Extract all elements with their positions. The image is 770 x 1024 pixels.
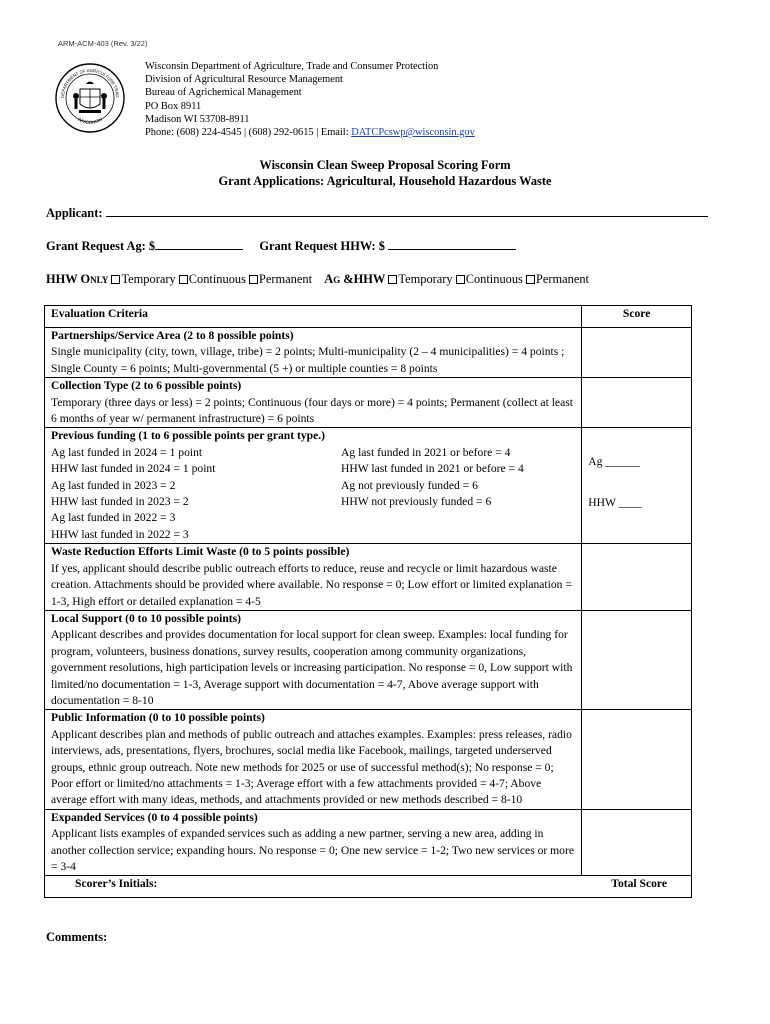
evaluation-table xyxy=(44,305,692,898)
state-seal-icon xyxy=(54,62,126,134)
form-title: Wisconsin Clean Sweep Proposal Scoring Form xyxy=(259,158,511,172)
criteria-cell xyxy=(45,378,582,428)
grant-ag-label: Grant Request Ag: $ xyxy=(46,239,156,253)
option-label: Temporary xyxy=(398,272,453,286)
funding-row xyxy=(51,445,575,461)
svg-text:DEPARTMENT OF AGRICULTURE TRAD xyxy=(54,62,120,98)
funding-right: Ag not previously funded = 6 xyxy=(341,478,478,492)
section-text: Applicant describes and provides documentation for local support for clean sweep. Examples: local funding for program, volunteers, business donations, survey results, cooperation among community organizations, government resolutions, high participation levels or increasing participation. No response = 0, Low support with limited/no documentation = 1-3, Average support with documentation = 4-7, Above average support with documentation = 8-10 xyxy=(51,628,573,707)
option-label: Permanent xyxy=(259,272,313,286)
criteria-cell xyxy=(45,710,582,809)
funding-row xyxy=(51,510,575,526)
score-field[interactable] xyxy=(582,809,692,876)
funding-left: HHW last funded in 2023 = 2 xyxy=(51,495,189,509)
option-label: Temporary xyxy=(121,272,176,286)
score-field[interactable] xyxy=(582,328,692,378)
checkbox-icon xyxy=(249,275,258,284)
agency-line: Madison WI 53708-8911 xyxy=(145,113,250,125)
funding-right: Ag last funded in 2021 or before = 4 xyxy=(341,445,511,459)
score-field[interactable] xyxy=(582,544,692,611)
ag-hhw-continuous-option[interactable] xyxy=(456,272,523,286)
section-title: Collection Type (2 to 6 possible points) xyxy=(51,379,242,393)
hhw-only-label: HHW Only xyxy=(46,272,109,286)
hhw-temporary-option[interactable] xyxy=(111,272,175,286)
section-title: Partnerships/Service Area (2 to 8 possible points) xyxy=(51,329,294,342)
scorer-initials-label: Scorer’s Initials: xyxy=(75,877,158,891)
email-link[interactable]: DATCPcswp@wisconsin.gov xyxy=(351,127,475,139)
criteria-cell xyxy=(45,328,582,378)
collection-type-row xyxy=(46,272,589,287)
comments-label: Comments: xyxy=(46,930,108,944)
agency-line: Bureau of Agrichemical Management xyxy=(145,87,302,99)
hhw-permanent-option[interactable] xyxy=(249,272,312,286)
table-row xyxy=(45,610,692,709)
ag-hhw-temporary-option[interactable] xyxy=(388,272,452,286)
section-title: Waste Reduction Efforts Limit Waste (0 to 5 points possible) xyxy=(51,545,350,559)
table-row xyxy=(45,328,692,378)
grant-ag-field[interactable] xyxy=(155,239,243,250)
criteria-cell xyxy=(45,610,582,709)
section-title: Public Information (0 to 10 possible points) xyxy=(51,711,265,725)
checkbox-icon xyxy=(526,275,535,284)
form-titles xyxy=(0,157,770,189)
table-row xyxy=(45,428,692,544)
funding-right: HHW last funded in 2021 or before = 4 xyxy=(341,462,524,476)
grant-hhw-label: Grant Request HHW: $ xyxy=(259,239,385,253)
score-field[interactable] xyxy=(582,378,692,428)
table-row xyxy=(45,544,692,611)
funding-left: HHW last funded in 2022 = 3 xyxy=(51,527,189,541)
funding-left: HHW last funded in 2024 = 1 point xyxy=(51,462,216,476)
section-text: Applicant describes plan and methods of public outreach and attaches examples. Examples: press releases, radio interviews, ads, presentations, flyers, brochures, social media like Facebook, mailings, targeted underserved groups, ethnic group outreach. Note new methods for 2025 or use of successful method(s); No response = 0; Poor effort or limited/no attachments = 1-3; Average effort with a few attachments provided = 4-7; Above average effort with many ideas, methods, and attachments provided or new methods described = 8-10 xyxy=(51,727,572,807)
funding-left: Ag last funded in 2023 = 2 xyxy=(51,478,176,492)
seal-ring-text: DEPARTMENT OF AGRICULTURE TRAD xyxy=(59,67,121,99)
ag-hhw-label: Ag &HHW xyxy=(324,272,386,286)
agency-phone-line xyxy=(145,126,475,139)
funding-row xyxy=(51,461,575,477)
funding-right: HHW not previously funded = 6 xyxy=(341,495,492,509)
section-title: Expanded Services (0 to 4 possible points) xyxy=(51,810,258,824)
agency-address xyxy=(145,60,475,139)
agency-line: Division of Agricultural Resource Management xyxy=(145,74,343,86)
section-text: Single municipality (city, town, village, tribe) = 2 points; Multi-municipality (2 – 4 municipalities) = 4 points ; Single County = 6 points; Multi-governmental (5 +) or multiple counties = 8 points xyxy=(51,345,565,375)
previous-funding-score xyxy=(582,428,692,544)
funding-row xyxy=(51,527,575,543)
criteria-cell xyxy=(45,544,582,611)
funding-left: Ag last funded in 2022 = 3 xyxy=(51,511,176,525)
criteria-header: Evaluation Criteria xyxy=(45,306,582,328)
score-field[interactable] xyxy=(582,710,692,809)
criteria-cell xyxy=(45,428,582,544)
checkbox-icon xyxy=(456,275,465,284)
ag-score-field[interactable]: Ag ______ xyxy=(588,455,641,469)
table-header-row xyxy=(45,306,692,328)
criteria-cell xyxy=(45,809,582,876)
hhw-score-field[interactable]: HHW ____ xyxy=(588,495,642,509)
applicant-row xyxy=(46,206,708,221)
score-header: Score xyxy=(582,306,692,328)
checkbox-icon xyxy=(111,275,120,284)
option-label: Permanent xyxy=(535,272,589,286)
checkbox-icon xyxy=(179,275,188,284)
totals-cell xyxy=(45,876,692,898)
totals-row xyxy=(45,876,692,898)
svg-text:WISCONSIN xyxy=(77,117,103,125)
funding-row xyxy=(51,478,575,494)
section-text: Applicant lists examples of expanded services such as adding a new partner, serving a new area, adding in another collection service; expanding hours. No response = 0; One new service = 1-2; Two new services or more = 3-4 xyxy=(51,827,574,873)
section-title: Previous funding (1 to 6 possible points per grant type.) xyxy=(51,429,325,443)
table-row xyxy=(45,710,692,809)
agency-line: Wisconsin Department of Agriculture, Trade and Consumer Protection xyxy=(145,61,439,72)
hhw-continuous-option[interactable] xyxy=(179,272,246,286)
table-row xyxy=(45,378,692,428)
section-title: Local Support (0 to 10 possible points) xyxy=(51,611,242,625)
section-text: Temporary (three days or less) = 2 points; Continuous (four days or more) = 4 points; Permanent (collect at least 6 months of year w/ permanent infrastructure) = 6 points xyxy=(51,395,573,426)
table-row xyxy=(45,809,692,876)
total-score-label: Total Score xyxy=(611,877,667,891)
form-subtitle: Grant Applications: Agricultural, Household Hazardous Waste xyxy=(218,174,552,188)
seal-bottom-text: WISCONSIN xyxy=(76,116,104,126)
option-label: Continuous xyxy=(465,272,523,286)
applicant-field[interactable] xyxy=(106,206,708,217)
grant-hhw-field[interactable] xyxy=(388,239,516,250)
grant-request-row xyxy=(46,239,516,254)
agency-line: PO Box 8911 xyxy=(145,100,202,112)
checkbox-icon xyxy=(388,275,397,284)
funding-left: Ag last funded in 2024 = 1 point xyxy=(51,445,203,459)
score-field[interactable] xyxy=(582,610,692,709)
funding-row xyxy=(51,494,575,510)
option-label: Continuous xyxy=(188,272,246,286)
form-id: ARM-ACM-403 (Rev. 3/22) xyxy=(58,39,148,48)
applicant-label: Applicant: xyxy=(46,206,103,220)
phone-text: Phone: (608) 224-4545 | (608) 292-0615 | Email: xyxy=(145,127,352,139)
ag-hhw-permanent-option[interactable] xyxy=(526,272,589,286)
section-text: If yes, applicant should describe public outreach efforts to reduce, reuse and recycle or limit hazardous waste creation. Attachments should be provided where available. No response = 0; Low effort or limited explanation = 1-3, High effort or detailed explanation = 4-5 xyxy=(51,561,572,608)
